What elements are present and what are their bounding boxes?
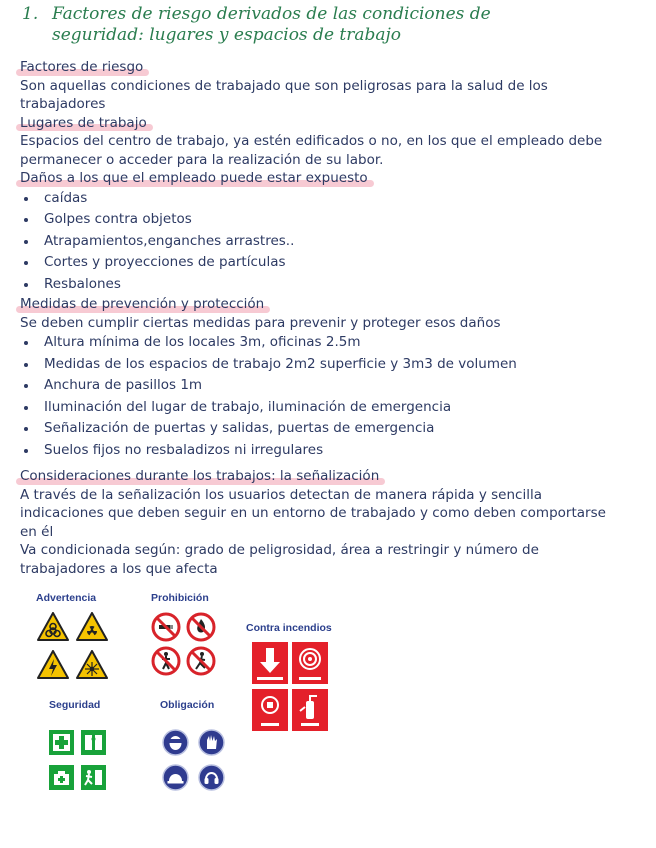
category-seguridad: Seguridad — [49, 699, 101, 711]
fire-alarm-icon — [252, 689, 288, 731]
category-contra-incendios: Contra incendios — [246, 622, 332, 634]
heading-senalizacion: Consideraciones durante los trabajos: la señalización — [20, 468, 380, 484]
no-fire-icon — [186, 612, 216, 642]
heading-danos: Daños a los que el empleado puede estar expuesto — [20, 170, 368, 186]
biohazard-icon — [37, 612, 69, 641]
list-item: Anchura de pasillos 1m — [20, 375, 620, 397]
ear-protection-icon — [198, 764, 225, 791]
heading-medidas: Medidas de prevención y protección — [20, 296, 265, 312]
face-shield-icon — [162, 729, 189, 756]
heading-lugares-trabajo: Lugares de trabajo — [20, 114, 147, 131]
list-item: Resbalones — [20, 274, 620, 296]
text-medidas: Se deben cumplir ciertas medidas para prevenir y proteger esos daños — [20, 314, 501, 331]
first-aid-icon — [49, 730, 74, 755]
category-advertencia: Advertencia — [36, 592, 97, 604]
helmet-icon — [162, 764, 189, 791]
list-item: Cortes y proyecciones de partículas — [20, 252, 620, 274]
list-item: Golpes contra objetos — [20, 209, 620, 231]
gloves-icon — [198, 729, 225, 756]
list-item: Altura mínima de los locales 3m, oficinas 2.5m — [20, 332, 620, 354]
text-senalizacion-1: A través de la señalización los usuarios detectan de manera rápida y sencilla indicaciones que deben seguir en un entorno de trabajado y como deben comportarse en él — [20, 486, 606, 540]
list-item: Atrapamientos,enganches arrastres.. — [20, 231, 620, 253]
category-obligacion: Obligación — [160, 699, 215, 711]
document-title — [22, 4, 622, 46]
title-line-2: seguridad: lugares y espacios de trabajo — [52, 25, 402, 45]
document-body — [20, 58, 620, 578]
text-factores-riesgo: Son aquellas condiciones de trabajado que son peligrosas para la salud de los trabajadores — [20, 77, 548, 112]
title-line-1: Factores de riesgo derivados de las condiciones de — [52, 4, 491, 24]
fire-hose-icon — [292, 642, 328, 684]
signage-figure — [0, 582, 656, 802]
list-item: Señalización de puertas y salidas, puertas de emergencia — [20, 418, 620, 440]
emergency-exit-icon — [81, 730, 106, 755]
evacuation-icon — [81, 765, 106, 790]
list-item: caídas — [20, 188, 620, 210]
high-voltage-icon — [37, 650, 69, 679]
no-smoking-icon — [151, 612, 181, 642]
list-medidas — [20, 332, 620, 461]
list-danos — [20, 188, 620, 296]
laser-icon — [76, 650, 108, 679]
text-lugares-trabajo: Espacios del centro de trabajo, ya estén edificados o no, en los que el empleado debe permanecer o acceder para la realización de su labor. — [20, 133, 603, 168]
title-number: 1. — [22, 4, 39, 24]
heading-factores-riesgo: Factores de riesgo — [20, 59, 144, 75]
list-item: Suelos fijos no resbaladizos ni irregulares — [20, 440, 620, 462]
fire-exit-arrow-icon — [252, 642, 288, 684]
list-item: Medidas de los espacios de trabajo 2m2 superficie y 3m3 de volumen — [20, 354, 620, 376]
no-entry-person-icon — [186, 646, 216, 676]
category-prohibicion: Prohibición — [151, 592, 209, 604]
first-aid-kit-icon — [49, 765, 74, 790]
no-pedestrians-icon — [151, 646, 181, 676]
radiation-icon — [76, 612, 108, 641]
fire-extinguisher-icon — [292, 689, 328, 731]
list-item: Iluminación del lugar de trabajo, iluminación de emergencia — [20, 397, 620, 419]
text-senalizacion-2: Va condicionada según: grado de peligrosidad, área a restringir y número de trabajadores a los que afecta — [20, 542, 539, 577]
